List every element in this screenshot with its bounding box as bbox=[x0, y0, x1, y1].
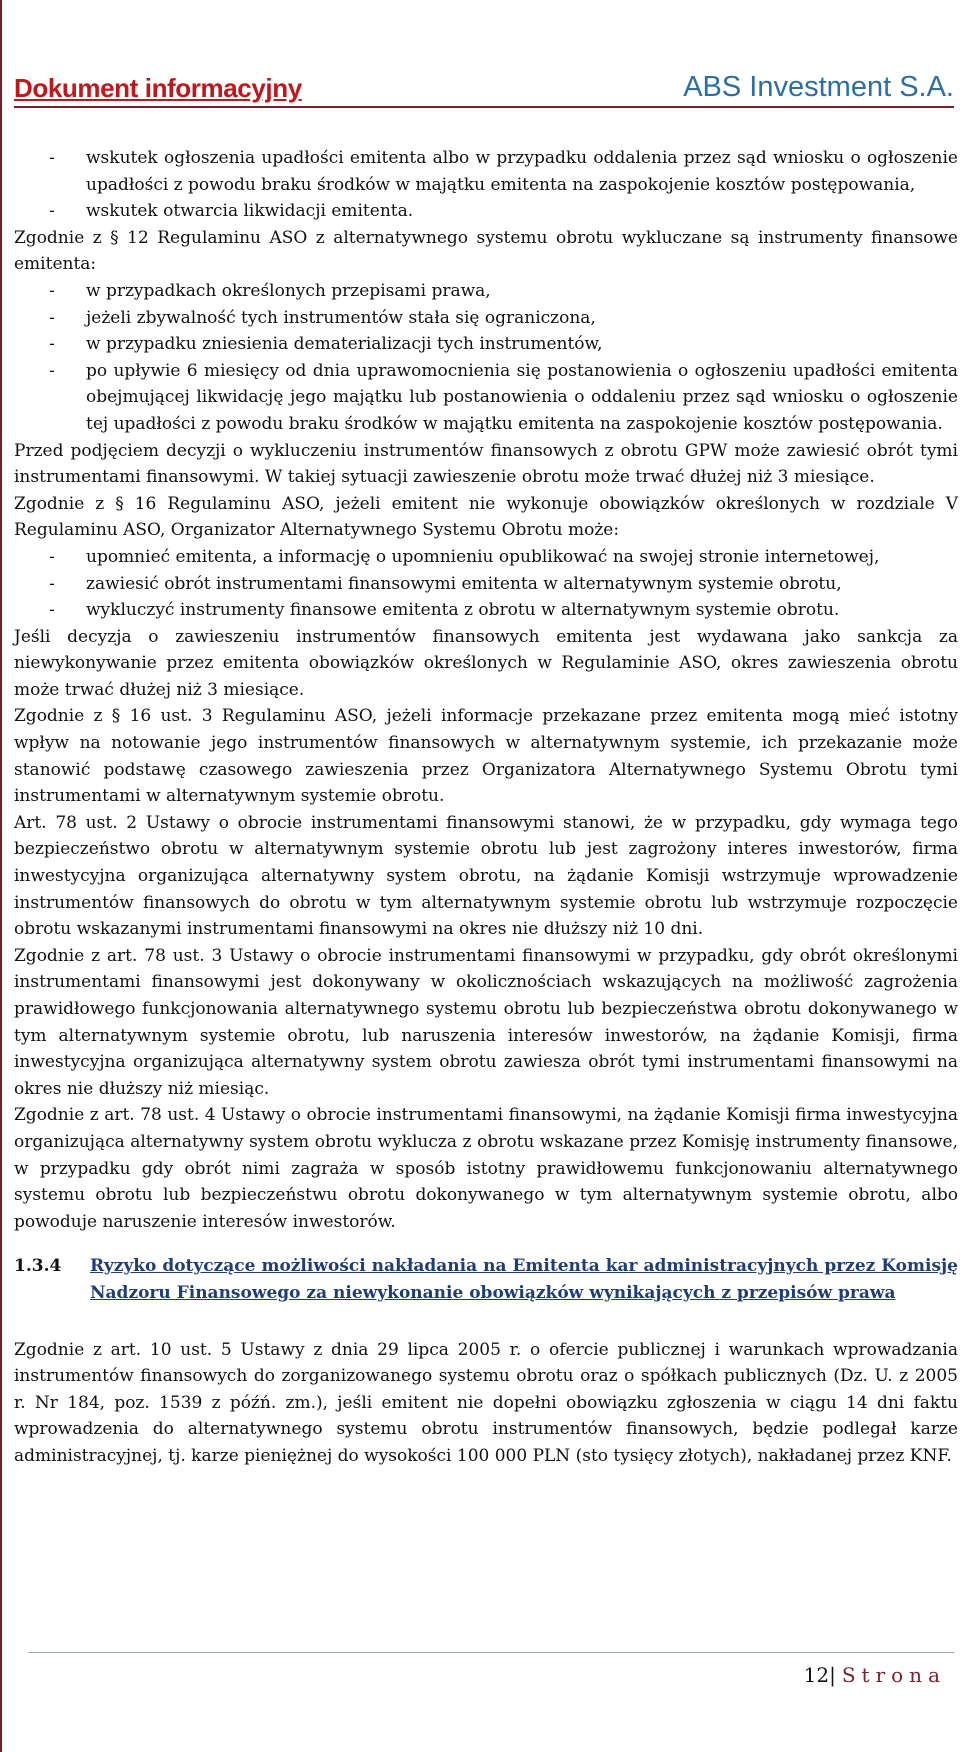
document-title: Dokument informacyjny bbox=[14, 73, 302, 103]
list-item bbox=[14, 597, 958, 624]
list-item bbox=[14, 358, 958, 438]
footer-divider bbox=[28, 1652, 954, 1653]
paragraph: Jeśli decyzja o zawieszeniu instrumentów finansowych emitenta jest wydawana jako sankcja za niewykonywanie przez emitenta obowiązków określonych w Regulaminie ASO, okres zawieszenia obrotu może trwać dłużej niż 3 miesiące. bbox=[14, 626, 958, 700]
section-heading bbox=[14, 1253, 958, 1306]
list-item bbox=[14, 145, 958, 198]
paragraph: Zgodnie z art. 10 ust. 5 Ustawy z dnia 29 lipca 2005 r. o ofercie publicznej i warunkach wprowadzania instrumentów finansowych do zorganizowanego systemu obrotu oraz o spółkach publicznych (Dz. U. z 2005 r. Nr 184, poz. 1539 z późń. zm.), jeśli emitent nie dopełni obowiązku zgłoszenia w ciągu 14 dni faktu wprowadzenia do alternatywnego systemu obrotu instrumentów finansowych, będzie podlegał karze administracyjnej, tj. karze pieniężnej do wysokości 100 000 PLN (sto tysięcy złotych), nakładanej przez KNF. bbox=[14, 1339, 958, 1466]
list-item-text: jeżeli zbywalność tych instrumentów stała się ograniczona, bbox=[86, 307, 596, 328]
list-item-text: wykluczyć instrumenty finansowe emitenta z obrotu w alternatywnym systemie obrotu. bbox=[86, 600, 840, 621]
page-number: 12 bbox=[803, 1663, 830, 1687]
list-item-text: w przypadku zniesienia dematerializacji tych instrumentów, bbox=[86, 334, 603, 355]
footer-separator: | bbox=[829, 1663, 836, 1687]
bullet-marker: - bbox=[49, 148, 55, 168]
company-name: ABS Investment S.A. bbox=[683, 71, 954, 103]
page-header bbox=[14, 70, 954, 108]
bullet-marker: - bbox=[49, 334, 55, 355]
list-item bbox=[14, 571, 958, 598]
list-item bbox=[14, 305, 958, 332]
bullet-marker: - bbox=[49, 201, 55, 222]
list-item-text: wskutek otwarcia likwidacji emitenta. bbox=[86, 201, 414, 222]
paragraph: Przed podjęciem decyzji o wykluczeniu instrumentów finansowych z obrotu GPW może zawiesić obrót tymi instrumentami finansowymi. W takiej sytuacji zawieszenie obrotu może trwać dłużej niż 3 miesiące. bbox=[14, 440, 958, 488]
section-number: 1.3.4 bbox=[14, 1256, 62, 1277]
list-item bbox=[14, 331, 958, 358]
page-label: Strona bbox=[841, 1663, 946, 1687]
paragraph: Zgodnie z § 12 Regulaminu ASO z alternatywnego systemu obrotu wykluczane są instrumenty finansowe emitenta: bbox=[14, 227, 958, 275]
page-content bbox=[14, 145, 958, 1470]
list-item-text: wskutek ogłoszenia upadłości emitenta albo w przypadku oddalenia przez sąd wniosku o ogłoszenie upadłości z powodu braku środków w majątku emitenta na zaspokojenie kosztów postępowania, bbox=[86, 148, 958, 195]
list-item bbox=[14, 198, 958, 225]
paragraph: Zgodnie z art. 78 ust. 3 Ustawy o obrocie instrumentami finansowymi w przypadku, gdy obrót określonymi instrumentami finansowymi jest dokonywany w okolicznościach wskazujących na możliwość zagrożenia prawidłowego funkcjonowania alternatywnego systemu obrotu lub bezpieczeństwa obrotu dokonywanego w tym alternatywnym systemie obrotu, lub naruszenia interesów inwestorów, na żądanie Komisji, firma inwestycyjna organizująca alternatywny system obrotu zawiesza obrót tymi instrumentami finansowymi na okres nie dłuższy niż miesiąc. bbox=[14, 945, 958, 1099]
bullet-marker: - bbox=[49, 307, 55, 328]
list-item-text: w przypadkach określonych przepisami prawa, bbox=[86, 280, 491, 301]
bullet-marker: - bbox=[49, 573, 55, 594]
bullet-marker: - bbox=[49, 546, 55, 567]
paragraph: Art. 78 ust. 2 Ustawy o obrocie instrumentami finansowymi stanowi, że w przypadku, gdy wymaga tego bezpieczeństwo obrotu w alternatywnym systemie obrotu lub jest zagrożony interes inwestorów, firma inwestycyjna organizująca alternatywny system obrotu, na żądanie Komisji wstrzymuje wprowadzenie instrumentów finansowych do obrotu w tym alternatywnym systemie obrotu lub wstrzymuje rozpoczęcie obrotu wskazanymi instrumentami finansowymi na okres nie dłuższy niż 10 dni. bbox=[14, 812, 958, 940]
section-title: Ryzyko dotyczące możliwości nakładania na Emitenta kar administracyjnych przez Komisję Nadzoru Finansowego za niewykonanie obowiązków wynikających z przepisów prawa bbox=[90, 1256, 958, 1303]
bullet-marker: - bbox=[49, 600, 55, 621]
list-item-text: upomnieć emitenta, a informację o upomnieniu opublikować na swojej stronie internetowej, bbox=[86, 546, 880, 567]
bullet-marker: - bbox=[49, 280, 55, 301]
list-item bbox=[14, 278, 958, 305]
list-item bbox=[14, 544, 958, 571]
list-item-text: zawiesić obrót instrumentami finansowymi emitenta w alternatywnym systemie obrotu, bbox=[86, 573, 842, 594]
paragraph: Zgodnie z § 16 Regulaminu ASO, jeżeli emitent nie wykonuje obowiązków określonych w rozdziale V Regulaminu ASO, Organizator Alternatywnego Systemu Obrotu może: bbox=[14, 493, 958, 541]
list-item-text: po upływie 6 miesięcy od dnia uprawomocnienia się postanowienia o ogłoszeniu upadłości emitenta obejmującej likwidację jego majątku lub postanowienia o oddaleniu przez sąd wniosku o ogłoszenie tej upadłości z powodu braku środków w majątku emitenta na zaspokojenie kosztów postępowania. bbox=[86, 360, 958, 434]
bullet-marker: - bbox=[49, 360, 55, 381]
page-footer bbox=[804, 1663, 946, 1687]
paragraph: Zgodnie z art. 78 ust. 4 Ustawy o obrocie instrumentami finansowymi, na żądanie Komisji firma inwestycyjna organizująca alternatywny system obrotu wyklucza z obrotu wskazane przez Komisję instrumenty finansowe, w przypadku gdy obrót nimi zagraża w sposób istotny prawidłowemu funkcjonowaniu alternatywnego systemu obrotu lub bezpieczeństwu obrotu dokonywanego w tym alternatywnym systemie obrotu, albo powoduje naruszenie interesów inwestorów. bbox=[14, 1105, 958, 1232]
paragraph: Zgodnie z § 16 ust. 3 Regulaminu ASO, jeżeli informacje przekazane przez emitenta mogą mieć istotny wpływ na notowanie jego instrumentów finansowych w alternatywnym systemie, ich przekazanie może stanowić podstawę czasowego zawieszenia przez Organizatora Alternatywnego Systemu Obrotu tymi instrumentami w alternatywnym systemie obrotu. bbox=[14, 706, 958, 807]
